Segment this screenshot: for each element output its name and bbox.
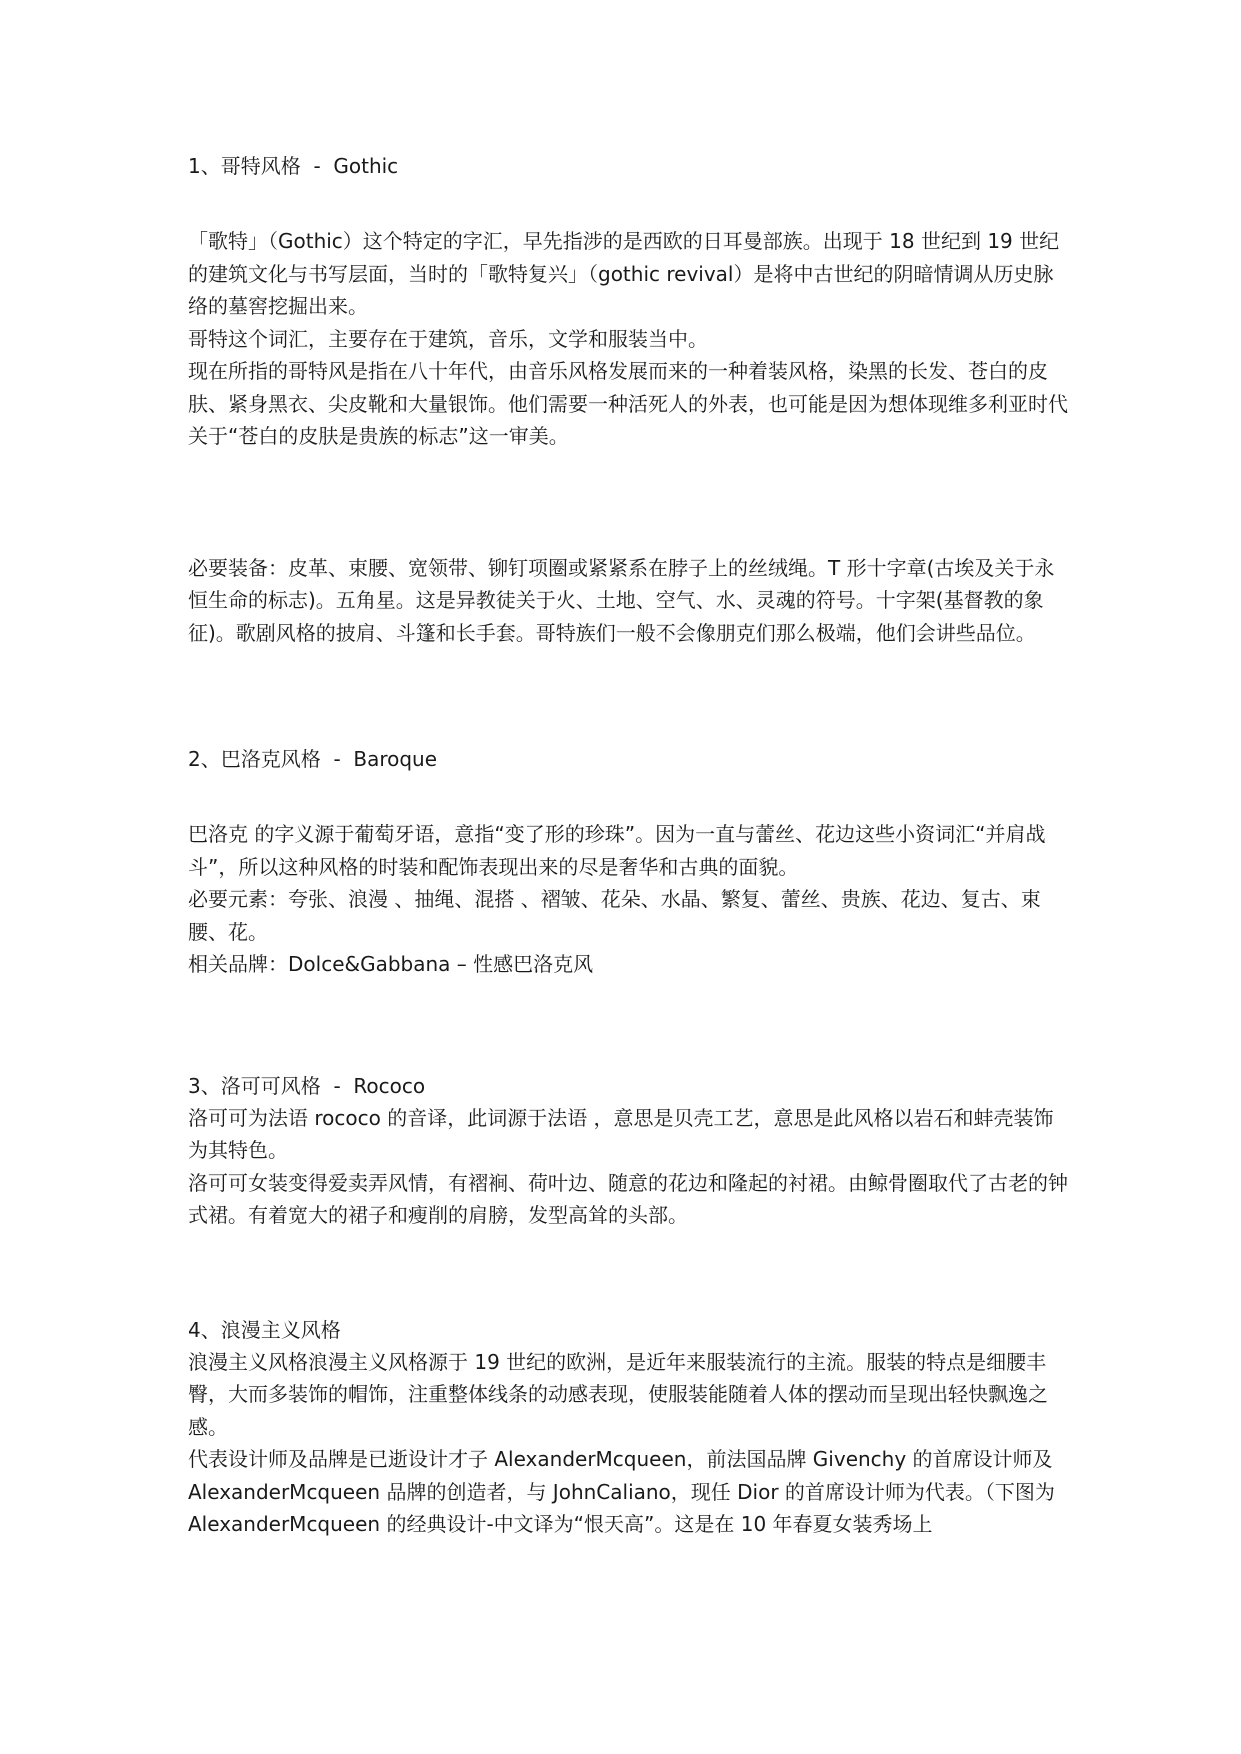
paragraph: 洛可可为法语 rococo 的音译，此词源于法语 ，意思是贝壳工艺，意思是此风格以岩石和蚌壳装饰为其特色。	[188, 1105, 1054, 1162]
section-heading-gothic: 1、哥特风格 - Gothic	[188, 154, 399, 178]
section-heading-rococo: 3、洛可可风格 - Rococo	[188, 1073, 426, 1098]
paragraph: 哥特这个词汇，主要存在于建筑，音乐，文学和服装当中。	[188, 326, 708, 351]
paragraph: 必要装备：皮革、束腰、宽领带、铆钉项圈或紧紧系在脖子上的丝绒绳。T 形十字章(古埃及关于永恒生命的标志)。五角星。这是异教徒关于火、土地、空气、水、灵魂的符号。十字架(基督教的象征)。歌剧风格的披肩、斗篷和长手套。哥特族们一般不会像朋克们那么极端，他们会讲些品位。	[188, 555, 1055, 645]
paragraph: 洛可可女装变得爱卖弄风情，有褶裥、荷叶边、随意的花边和隆起的衬裙。由鲸骨圈取代了古老的钟式裙。有着宽大的裙子和瘦削的肩膀，发型高耸的头部。	[188, 1170, 1068, 1227]
section-heading-baroque: 2、巴洛克风格 - Baroque	[188, 747, 438, 771]
paragraph: 代表设计师及品牌是已逝设计才子 AlexanderMcqueen，前法国品牌 Givenchy 的首席设计师及 AlexanderMcqueen 品牌的创造者，与 JohnCaliano，现任 Dior 的首席设计师为代表。（下图为 AlexanderMcqueen 的经典设计-中文译为“恨天高”。这是在 10 年春夏女装秀场上	[188, 1447, 1055, 1536]
paragraph: 「歌特」（Gothic）这个特定的字汇，早先指涉的是西欧的日耳曼部族。出现于 18 世纪到 19 世纪的建筑文化与书写层面，当时的「歌特复兴」（gothic revival）是将中古世纪的阴暗情调从历史脉络的墓窖挖掘出来。	[188, 229, 1060, 318]
section-heading-romanticism: 4、浪漫主义风格	[188, 1317, 341, 1342]
paragraph: 巴洛克 的字义源于葡萄牙语，意指“变了形的珍珠”。因为一直与蕾丝、花边这些小资词汇“并肩战斗”，所以这种风格的时装和配饰表现出来的尽是奢华和古典的面貌。	[188, 822, 1046, 879]
paragraph: 相关品牌：Dolce&Gabbana – 性感巴洛克风	[188, 952, 594, 976]
paragraph: 浪漫主义风格浪漫主义风格源于 19 世纪的欧洲，是近年来服装流行的主流。服装的特点是细腰丰臀，大而多装饰的帽饰，注重整体线条的动感表现，使服装能随着人体的摆动而呈现出轻快飘逸之感。	[188, 1349, 1048, 1439]
document-body	[188, 150, 1068, 1541]
paragraph: 现在所指的哥特风是指在八十年代，由音乐风格发展而来的一种着装风格，染黑的长发、苍白的皮肤、紧身黑衣、尖皮靴和大量银饰。他们需要一种活死人的外表，也可能是因为想体现维多利亚时代关于“苍白的皮肤是贵族的标志”这一审美。	[188, 359, 1068, 448]
paragraph: 必要元素：夸张、浪漫 、抽绳、混搭 、褶皱、花朵、水晶、繁复、蕾丝、贵族、花边、复古、束腰、花。	[188, 887, 1041, 944]
